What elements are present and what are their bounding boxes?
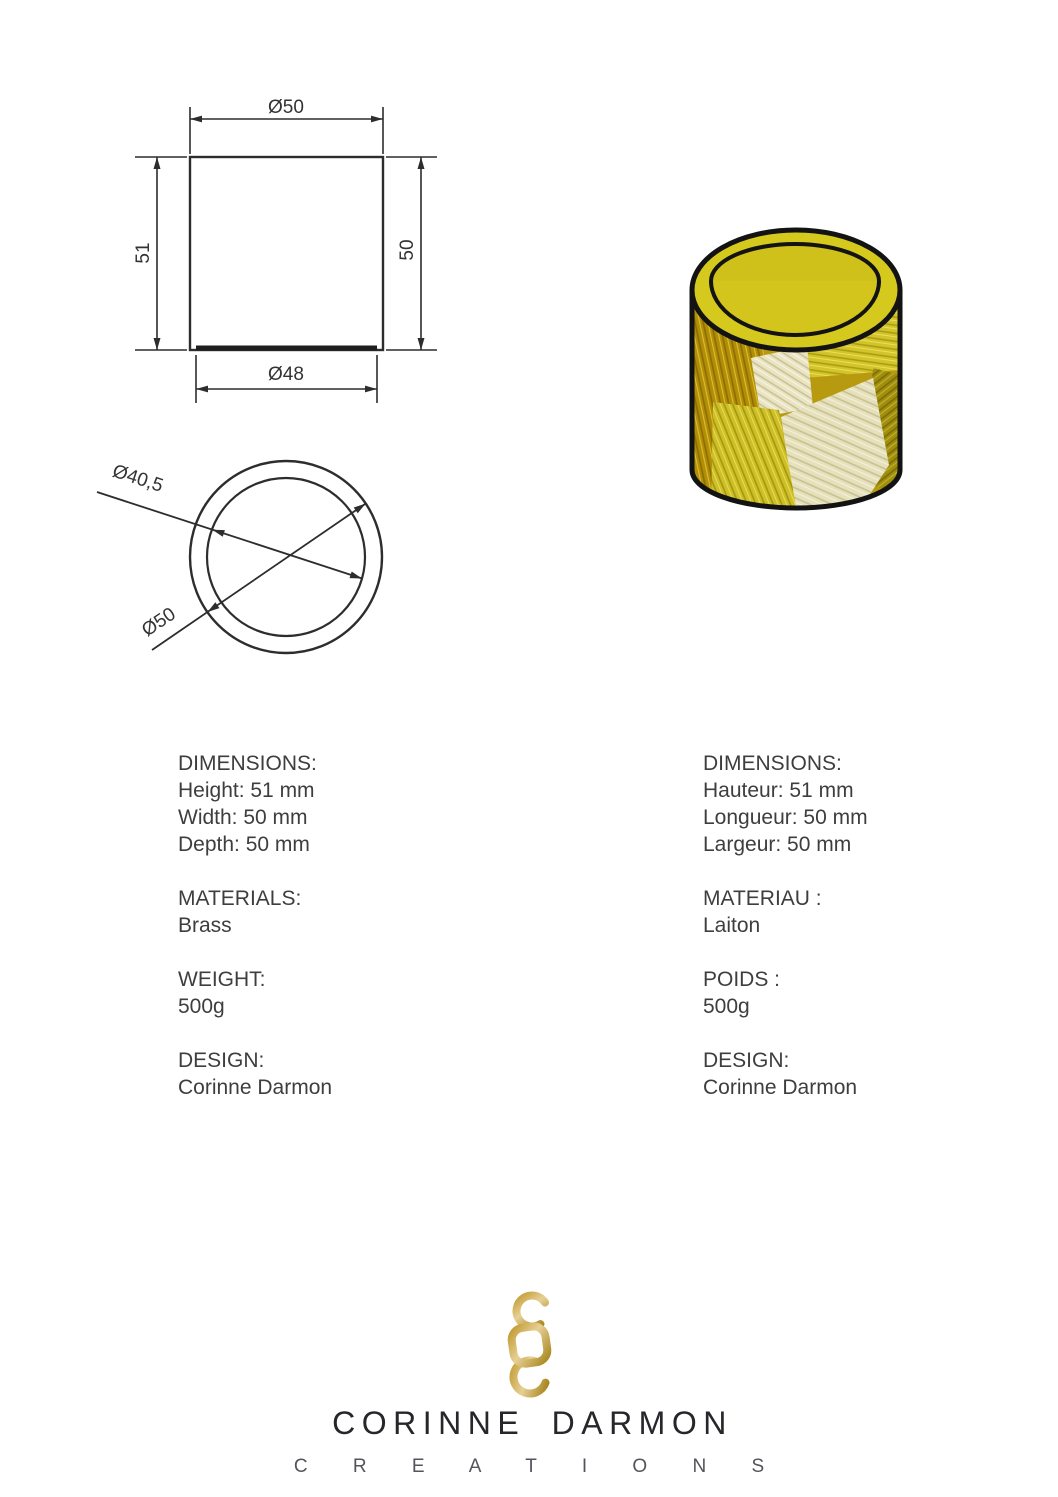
arrowhead-icon (350, 572, 363, 579)
dim-label-inner-diameter: Ø40,5 (109, 460, 166, 497)
specs-french (703, 750, 1023, 1128)
spec-group-dimensions (178, 750, 498, 858)
spec-heading: DESIGN: (703, 1049, 790, 1072)
brand-monogram-logo (496, 1288, 562, 1400)
product-render (665, 210, 935, 530)
spec-value: Largeur: 50 mm (703, 833, 852, 856)
spec-value: 500g (178, 995, 225, 1018)
spec-value: Brass (178, 914, 232, 937)
spec-value: Hauteur: 51 mm (703, 779, 854, 802)
spec-heading: WEIGHT: (178, 968, 266, 991)
spec-value: Height: 51 mm (178, 779, 315, 802)
arrowhead-icon (212, 530, 225, 537)
arrowhead-icon (208, 602, 220, 612)
top-view-inner-circle (207, 478, 365, 636)
brand-name: CORINNE DARMON (332, 1405, 733, 1441)
specs-english (178, 750, 498, 1128)
top-view-drawing (80, 430, 420, 690)
spec-heading: POIDS : (703, 968, 781, 991)
dim-label-left: 51 (133, 242, 154, 264)
arrowhead-icon (196, 386, 208, 393)
spec-heading: MATERIAU : (703, 887, 822, 910)
spec-heading: MATERIALS: (178, 887, 302, 910)
spec-group-design-fr (703, 1047, 1023, 1101)
spec-value: Laiton (703, 914, 761, 937)
arrowhead-icon (365, 386, 377, 393)
spec-value: Longueur: 50 mm (703, 806, 868, 829)
spec-value: Width: 50 mm (178, 806, 308, 829)
spec-group-design (178, 1047, 498, 1101)
spec-group-materials (178, 885, 498, 939)
spec-heading: DESIGN: (178, 1049, 265, 1072)
spec-value: 500g (703, 995, 750, 1018)
dimension-inner-diameter-line (97, 492, 362, 579)
arrowhead-icon (371, 116, 383, 123)
front-view-drawing (80, 80, 460, 420)
dim-label-bottom: Ø48 (268, 364, 304, 385)
brand-tagline: C R E A T I O N S (293, 1456, 785, 1477)
spec-value: Depth: 50 mm (178, 833, 310, 856)
dimension-outer-diameter-line (152, 504, 366, 650)
spec-group-weight (178, 966, 498, 1020)
spec-value: Corinne Darmon (703, 1076, 858, 1099)
spec-group-dimensions-fr (703, 750, 1023, 858)
spec-group-poids (703, 966, 1023, 1020)
arrowhead-icon (418, 157, 425, 169)
spec-group-materiau (703, 885, 1023, 939)
front-view-body-outline (190, 157, 383, 350)
dim-label-top: Ø50 (268, 97, 304, 118)
arrowhead-icon (190, 116, 202, 123)
spec-value: Corinne Darmon (178, 1076, 333, 1099)
top-view-outer-circle (190, 461, 382, 653)
arrowhead-icon (154, 157, 161, 169)
dim-label-right: 50 (397, 239, 418, 261)
arrowhead-icon (354, 504, 366, 514)
arrowhead-icon (154, 338, 161, 350)
spec-heading: DIMENSIONS: (703, 752, 842, 775)
dim-label-outer-diameter: Ø50 (138, 603, 180, 642)
spec-heading: DIMENSIONS: (178, 752, 317, 775)
arrowhead-icon (418, 338, 425, 350)
